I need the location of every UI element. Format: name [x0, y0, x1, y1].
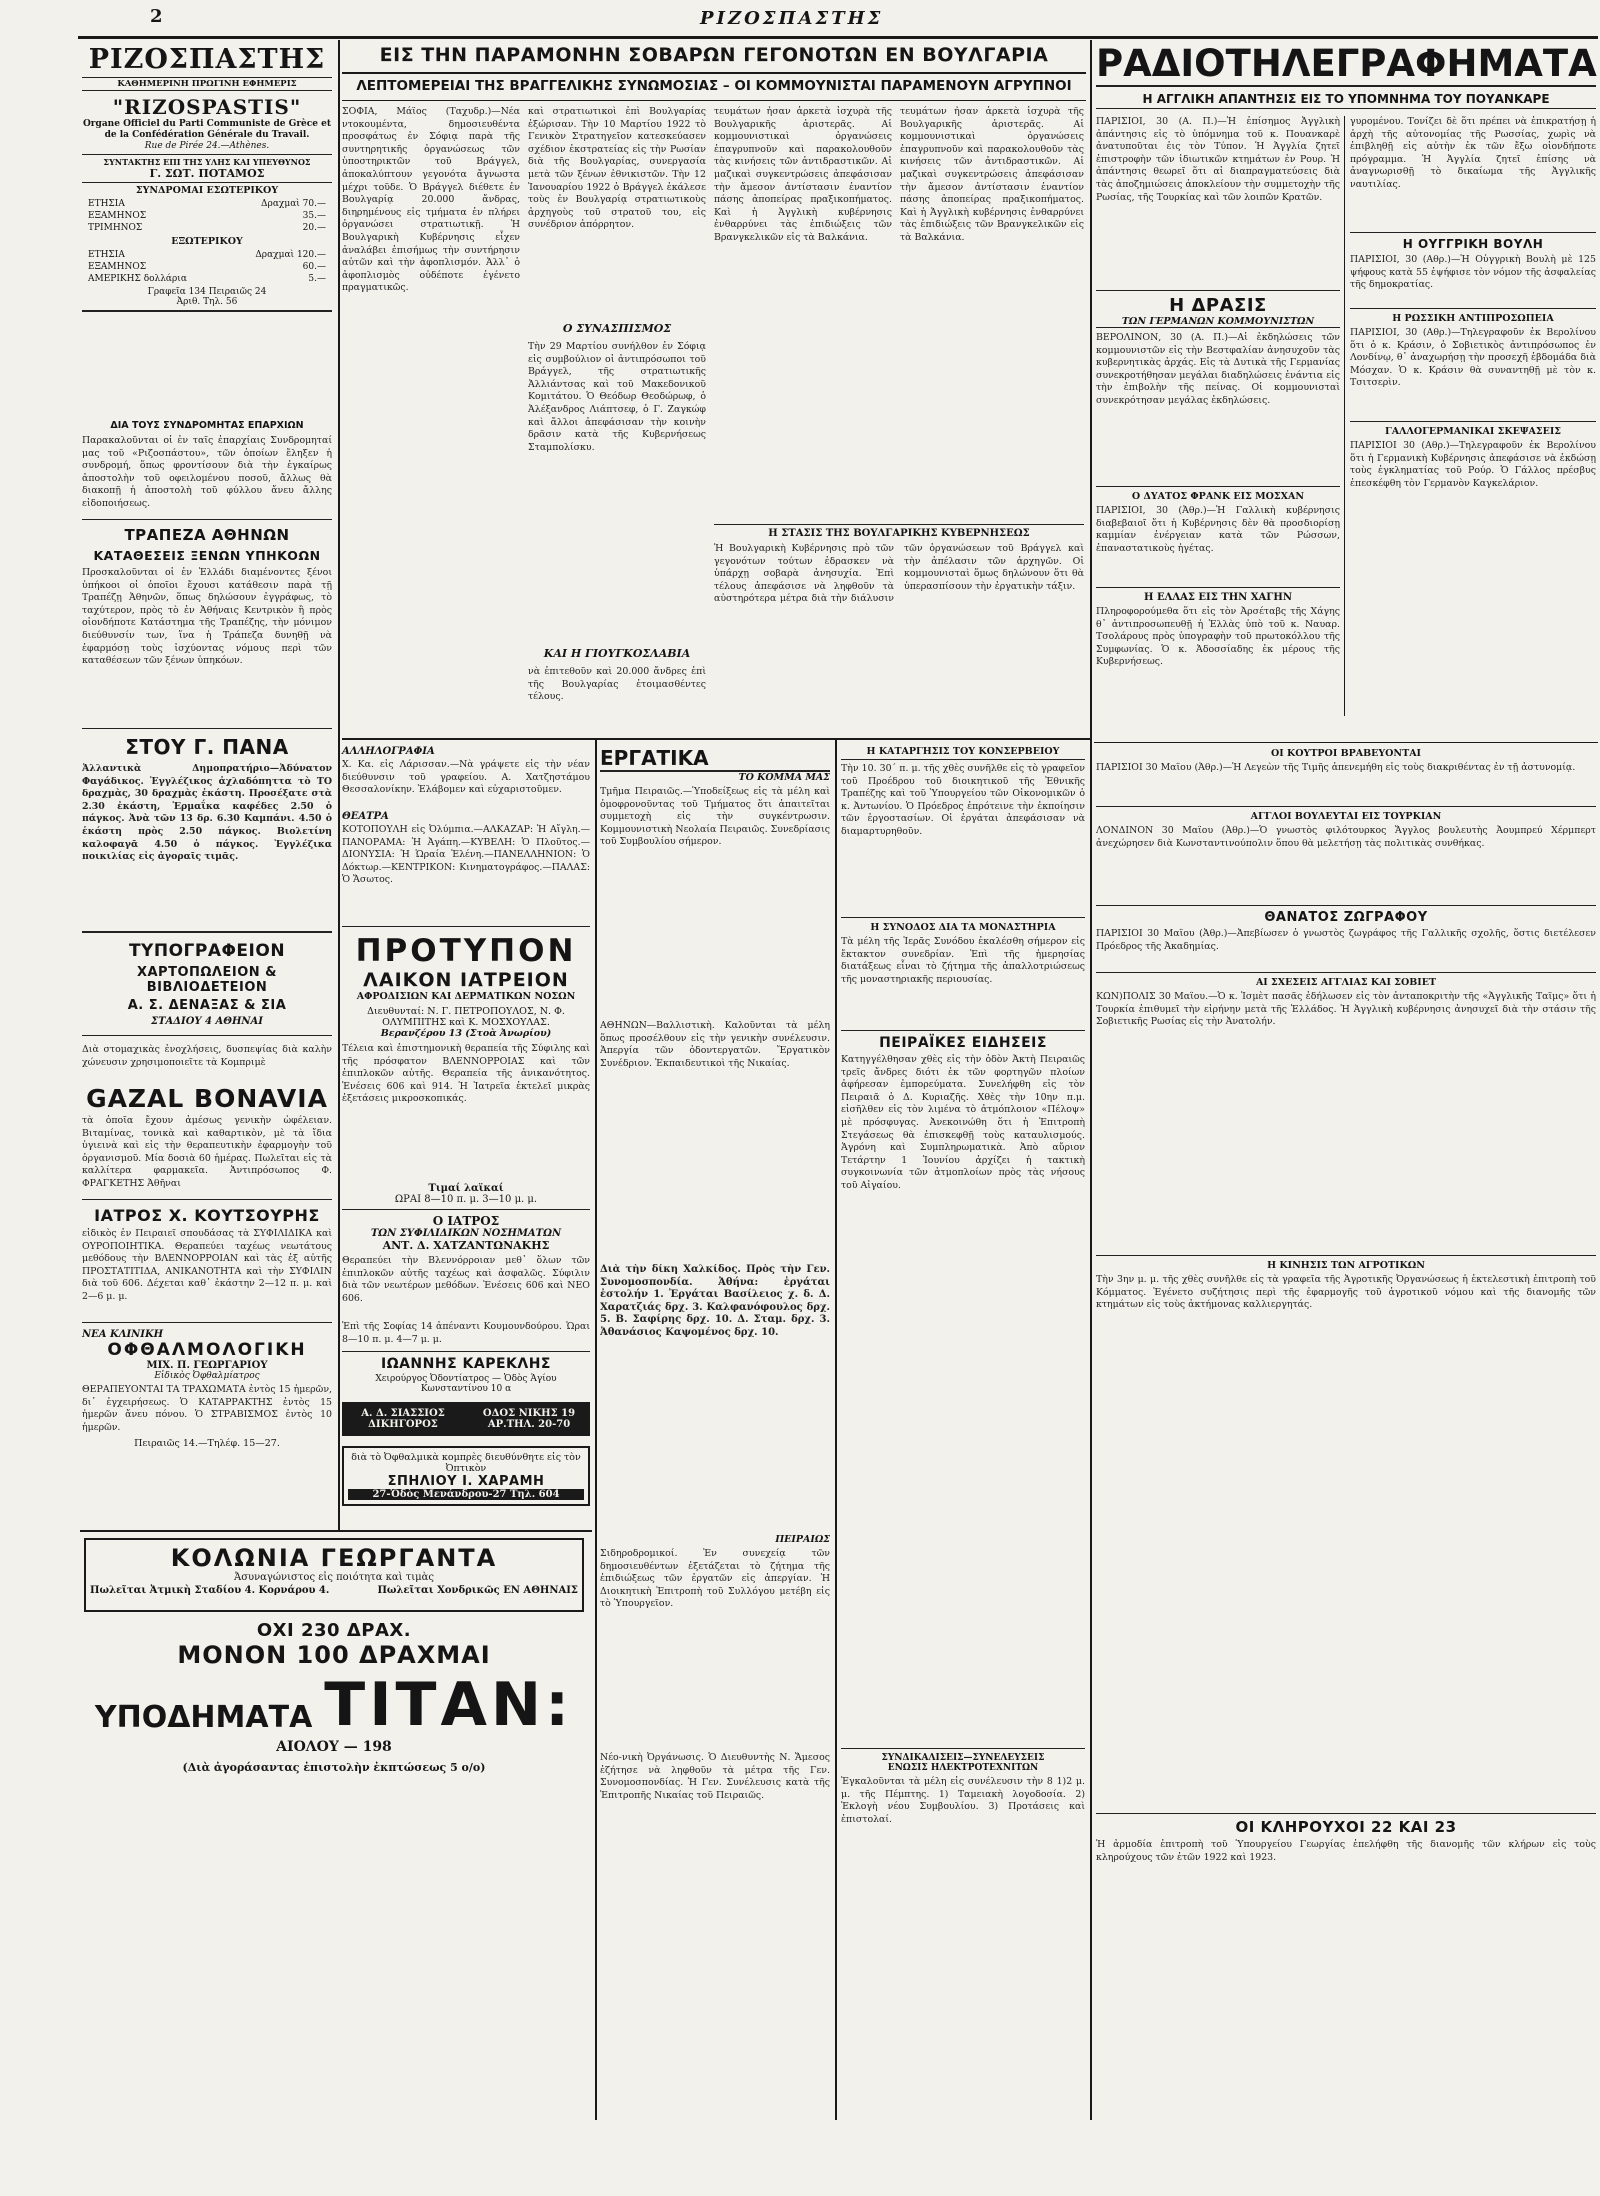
ergatika-column: [600, 746, 830, 1872]
titan-brand: ΤΙΤΑΝ:: [324, 1670, 574, 1740]
doctor-text: εἰδικὸς ἐν Πειραιεῖ σπουδάσας τὰ ΣΥΦΙΛΙΔΙΚΑ καὶ ΟΥΡΟΠΟΙΗΤΙΚΑ. Θεραπεύει ταχέως νεωτάτους μεθόδους τὴν ΒΛΕΝΝΟΡΡΟΙΑΝ καὶ τὰς ἐξ αὐτῆς ΠΡΟΣΤΑΤΙΤΙΔΑ, ΑΝΙΚΑΝΟΤΗΤΑ καὶ τὴν ΣΥΦΙΛΙΝ διὰ τοῦ 606. Δέχεται καθ᾽ ἑκάστην 2—12 π. μ. καὶ 2—6 μ. μ.: [82, 1228, 332, 1302]
col-divider-2: [1090, 40, 1092, 2120]
karekli-text: Χειρούργος Ὀδοντίατρος — Ὁδὸς Ἁγίου Κωνσταντίνου 10 α: [375, 1374, 557, 1394]
lawyer-address: ΟΔΟΣ ΝΙΚΗΣ 19 ΑΡ.ΤΗΛ. 20-70: [482, 1408, 576, 1430]
peir-title: ΠΕΙΡΑΪΚΕΣ ΕΙΔΗΣΕΙΣ: [879, 1035, 1047, 1051]
iatros-address: Ἐπὶ τῆς Σοφίας 14 ἀπέναντι Κουμουνδούρου. Ὧραι 8—10 π. μ. 4—7 μ. μ.: [342, 1321, 590, 1345]
lawyer-name: Α. Δ. ΣΙΑΣΣΙΟΣ ΔΙΚΗΓΟΡΟΣ: [361, 1408, 445, 1430]
bulgaria-col-3-text: τευμάτων ἦσαν ἀρκετὰ ἰσχυρὰ τῆς Βουλγαρικῆς ἀριστερᾶς. Αἱ κομμουνιστικαὶ ὀργανώσεις ἐπαγρυπνοῦν καὶ παρακολουθοῦν τὰς κινήσεις τῶν ἀντιδραστικῶν. Αἱ μαζικαὶ συγκεντρώσεις ἀπεφάσισαν τὴν ἄμεσον ἀντίστασιν ἐναντίον πάσης ἀποπείρας πραξικοπήματος. Καὶ ἡ Ἀγγλικὴ κυβέρνησις ἐνθαρρύνει τὰς ἐπιδιώξεις τῶν Βρανγκελικῶν εἰς τὰ Βαλκάνια.: [714, 106, 892, 243]
coalition-title: Ο ΣΥΝΑΣΠΙΣΜΟΣ: [562, 322, 672, 335]
ergatika-text-1: Τμῆμα Πειραιῶς.—Ὑποδείξεως εἰς τὰ μέλη καὶ ὁμοφρονοῦντας τοῦ Τμήματος ὅτι ἀπαιτεῖται συμμετοχὴ εἰς τὴν συγκέντρωσιν. Κομμουνιστικὴ Νεολαία Πειραιῶς. Συνεδρίασις τοῦ Συμβουλίου σήμερον.: [600, 786, 830, 848]
subscription-label: ΕΞΑΜΗΝΟΣ: [88, 211, 147, 221]
hague-title: Η ΕΛΛΑΣ ΕΙΣ ΤΗΝ ΧΑΓΗΝ: [1144, 592, 1292, 603]
col-divider-3: [595, 740, 597, 2120]
subscription-row: [88, 222, 326, 234]
elec-text: Ἐγκαλοῦνται τὰ μέλη εἰς συνέλευσιν τὴν 8 1)2 μ. μ. τῆς Πέμπτης. 1) Ταμειακὴ λογοδοσία. 2) Ἐκλογὴ νέου Συμβουλίου. 3) Προτάσεις καὶ ἐπιστολαί.: [841, 1776, 1085, 1825]
radio-col2-text: γυρομένου. Τονίζει δὲ ὅτι πρέπει νὰ ἐπικρατήσῃ ἡ ἀρχὴ τῆς αὐτονομίας τῆς Ρωσσίας, χωρὶς νὰ ἐπιβληθῇ εἰς αὐτὴν ἐκ τῶν ἔξω οἱονδήποτε πρόγραμμα. Ἡ Ἀγγλία ζητεῖ ἐπίσης νὰ ἀναγνωρισθῇ τὸ δικαίωμα τῆς Ἀγγλικῆς ναυτιλίας.: [1350, 116, 1596, 190]
subscription-label: ΕΤΗΣΙΑ: [88, 199, 125, 209]
subscription-value: Δραχμαὶ 120.—: [255, 250, 326, 260]
gazal-title: GAZAL BONAVIA: [86, 1084, 328, 1113]
theatre-title: ΘΕΑΤΡΑ: [342, 811, 389, 822]
death-title: ΘΑΝΑΤΟΣ ΖΩΓΡΑΦΟΥ: [1264, 910, 1428, 925]
bulgaria-headline: ΕΙΣ ΤΗΝ ΠΑΡΑΜΟΝΗΝ ΣΟΒΑΡΩΝ ΓΕΓΟΝΟΤΩΝ ΕΝ ΒΟΥΛΓΑΡΙΑ: [379, 44, 1049, 66]
iatros-sub: ΤΩΝ ΣΥΦΙΛΙΔΙΚΩΝ ΝΟΣΗΜΑΤΩΝ: [370, 1228, 562, 1239]
elec-title: ΣΥΝΔΙΚΑΛΙΣΕΙΣ—ΣΥΝΕΛΕΥΣΕΙΣ: [881, 1753, 1045, 1763]
theatre-text: ΚΟΤΟΠΟΥΛΗ εἰς Ὀλύμπια.—ΑΛΚΑΖΑΡ: Ἡ Αἴγλη.—ΠΑΝΟΡΑΜΑ: Ἡ Ἀγάπη.—ΚΥΒΕΛΗ: Ὁ Πλοῦτος.—ΔΙΟΝΥΣΙΑ: Ἡ Ὡραία Ἑλένη.—ΠΑΝΕΛΛΗΝΙΟΝ: Ὁ Δόκτωρ.—ΚΕΝΤΡΙΚΟΝ: Κινηματογράφος.—ΠΑΛΑΣ: Ὁ Ἄσωτος.: [342, 824, 590, 886]
subscription-value: 20.—: [302, 223, 326, 233]
protypon-title: ΠΡΟΤΥΠΟΝ: [355, 933, 577, 969]
subscription-row: [88, 210, 326, 222]
subscription-value: 60.—: [302, 262, 326, 272]
bulgarian-govt-title: Η ΣΤΑΣΙΣ ΤΗΣ ΒΟΥΛΓΑΡΙΚΗΣ ΚΥΒΕΡΝΗΣΕΩΣ: [714, 524, 1084, 539]
russ-text: ΠΑΡΙΣΙΟΙ, 30 (Αθρ.)—Τηλεγραφοῦν ἐκ Βερολίνου ὅτι ὁ κ. Κράσιν, ὁ Σοβιετικὸς ἀντιπρόσωπος ἐν Λονδίνῳ, θ᾽ ἀναχωρήσῃ τὴν προσεχῆ ἑβδομάδα διὰ Μόσχαν. Ὁ κ. Κράσιν θὰ συναντηθῇ μὲ τὸν κ. Τσιτσερὶν.: [1350, 327, 1596, 389]
karekli-name: ΙΩΑΝΝΗΣ ΚΑΡΕΚΛΗΣ: [380, 1356, 551, 1372]
gazal-text: τὰ ὁποῖα ἔχουν ἀμέσως γενικὴν ὠφέλειαν. Βιταμίνας, τονικὰ καὶ καθαρτικὸν, μὲ τὰ ἴδια ὑγιεινὰ καὶ εἰς τὴν θεραπευτικὴν ἐφαρμογὴν τοῦ ὀργανισμοῦ. Μία δοσιὰ 60 ἡμέρας. Πωλεῖται εἰς τὰ καλλίτερα φαρμακεῖα. Ἀντιπρόσωπος Φ. ΦΡΑΓΚΕΤΗΣ Ἀθῆναι: [82, 1115, 332, 1189]
bulgarian-govt-section: [714, 524, 1084, 723]
bank-subtitle: ΚΑΤΑΘΕΣΕΙΣ ΞΕΝΩΝ ΥΠΗΚΟΩΝ: [93, 548, 321, 563]
clinic-specialty: Εἰδικὸς Ὀφθαλμίατρος: [154, 1371, 260, 1381]
printshop-address: ΣΤΑΔΙΟΥ 4 ΑΘΗΝΑΙ: [151, 1016, 263, 1027]
yugoslavia-title: ΚΑΙ Η ΓΙΟΥΓΚΟΣΛΑΒΙΑ: [543, 647, 691, 660]
frank-title: Ο ΔΥΑΤΟΣ ΦΡΑΝΚ ΕΙΣ ΜΟΣΧΑΝ: [1131, 491, 1305, 502]
office-address: Γραφεῖα 134 Πειραιῶς 24: [147, 287, 267, 297]
col-divider-4: [835, 740, 837, 2120]
page-number: 2: [150, 6, 163, 27]
masthead-subtitle: ΚΑΘΗΜΕΡΙΝΗ ΠΡΩΓΙΝΗ ΕΦΗΜΕΡΙΣ: [82, 77, 332, 91]
bulgaria-col-1: ΣΟΦΙΑ, Μάϊος (Ταχυδρ.)—Νέα ντοκουμέντα, δημοσιευθέντα προσφάτως ἐν Σόφιᾳ παρὰ τῆς συντηρητικῆς ὀργανώσεως τῶν ὑποστηρικτῶν τοῦ Βράγγελ, ἀποκαλύπτουν γεγονότα ἄγνωστα μέχρι τοῦδε. Ὁ Βράγγελ διέθετε ἐν Βουλγαρίᾳ 20.000 ἄνδρας, διηρημένους εἰς τμήματα ἐν πλήρει ὀργανώσει στρατιωτικῇ. Ἡ Βουλγαρικὴ Κυβέρνησις εἶχεν ἀναλάβει ἐπισήμως τὴν συντήρησιν αὐτῶν καὶ τὴν ἀφοπλισμόν. Ἀλλ᾽ ὁ ἀφοπλισμὸς οὐδέποτε ἐγένετο πραγματικῶς.: [342, 106, 520, 294]
ergatika-text-4: Σιδηροδρομικοί. Ἐν συνεχείᾳ τῶν δημοσιευθέντων ἐξετάζεται τὸ ζήτημα τῆς ἐπιδιώξεως τῶν ἐργατῶν εἰς ἀπεργίαν. Ἡ Διοικητικὴ Ἐπιτροπὴ τοῦ Συλλόγου μετέβη εἰς τὸ Ὑπουργεῖον.: [600, 1548, 830, 1610]
subscription-row: [88, 261, 326, 273]
ergatika-text-5: Νέο-νικὴ Ὀργάνωσις. Ὁ Διευθυντὴς Ν. Ἄμεσος ἐζήτησε νὰ ληφθοῦν τὰ μέτρα τῆς Γεν. Συνομοσπονδίας. Ἡ Γεν. Συνέλευσις κατὰ τῆς Ἐπιτροπῆς Νικαίας τοῦ Πειραιῶς.: [600, 1752, 830, 1801]
kout-text: ΠΑΡΙΣΙΟΙ 30 Μαΐου (Ἀθρ.)—Ἡ Λεγεὼν τῆς Τιμῆς ἀπενεμήθη εἰς τοὺς διακριθέντας ἐν τῇ ἀστυνομίᾳ.: [1096, 762, 1576, 773]
header-rule: [78, 36, 1598, 39]
hague-text: Πληροφορούμεθα ὅτι εἰς τὸν Ἀρσέταβς τῆς Χάγης θ᾽ ἀντιπροσωπευθῇ ἡ Ἑλλὰς ὑπὸ τοῦ κ. Ναυαρ. Τσολάρους πρὸς ὑπογραφὴν τοῦ πρωτοκόλλου τῆς Συμφωνίας. Ὁ κ. Ἀδοσσίαδης ἐκ μέρους τῆς Κυβερνήσεως.: [1096, 606, 1340, 668]
bank-title: ΤΡΑΠΕΖΑ ΑΘΗΝΩΝ: [124, 526, 290, 544]
masthead-latin-desc: Organe Officiel du Parti Communiste de Grèce et de la Confédération Générale du Travail.: [82, 119, 332, 140]
konserv-text: Τὴν 10. 30΄ π. μ. τῆς χθὲς συνῆλθε εἰς τὸ γραφεῖον τοῦ Προέδρου τοῦ διοικητικοῦ τῆς Ἐθνικῆς Τραπέζης καὶ τοῦ Ὑπουργείου τῶν Οἰκονομικῶν ὁ κ. Ἀντωνίου. Ὁ Πρόεδρος ἐπρότεινε τὴν ἐκποίησιν τῶν ἐργοστασίων. Οἱ ἐργάται ἀπεφάσισαν νὰ διαμαρτυρηθοῦν.: [841, 763, 1085, 837]
eng-title: ΑΓΓΛΟΙ ΒΟΥΛΕΥΤΑΙ ΕΙΣ ΤΟΥΡΚΙΑΝ: [1250, 811, 1442, 822]
drasis-title: Η ΔΡΑΣΙΣ: [1169, 295, 1267, 316]
bulgaria-col-2: [528, 106, 706, 706]
subs-outer-list: [82, 249, 332, 285]
subs-title: ΣΥΝΔΡΟΜΑΙ ΕΣΩΤΕΡΙΚΟΥ: [135, 185, 279, 196]
bulgarian-govt-text: Ἡ Βουλγαρικὴ Κυβέρνησις πρὸ τῶν γεγονότων τούτων ἐδρασκεν νὰ ὑπάρχῃ σοβαρὰ ἀνησυχία. Ἐπὶ τέλους ἀπεφάσισε νὰ ληφθοῦν τὰ αὐστηρότερα μέτρα διὰ τὴν διάλυσιν τῶν ὀργανώσεων τοῦ Βράγγελ καὶ τὴν ἀπέλασιν τῶν ἀρχηγῶν. Οἱ κομμουνισταὶ ὅμως δηλώνουν ὅτι θὰ ὑπερασπίσουν τὴν ἐργατικὴν τάξιν.: [714, 543, 1084, 605]
klir-title: ΟΙ ΚΛΗΡΟΥΧΟΙ 22 ΚΑΙ 23: [1235, 1818, 1457, 1836]
eng-text: ΛΟΝΔΙΝΟΝ 30 Μαΐου (Ἀθρ.)—Ὁ γνωστὸς φιλότουρκος Ἄγγλος βουλευτὴς Ἀουμπρεύ Χέρμπερτ ἀνεχώρησεν διὰ Κωνσταντινούπολιν ὅπου θὰ μελετήσῃ τὰς πολιτικὰς συνθήκας.: [1096, 825, 1596, 849]
kout-title: ΟΙ ΚΟΥΤΡΟΙ ΒΡΑΒΕΥΟΝΤΑΙ: [1270, 748, 1422, 759]
protypon-hours: ΩΡΑΙ 8—10 π. μ. 3—10 μ. μ.: [394, 1194, 538, 1205]
notes-title: ΑΛΛΗΛΟΓΡΑΦΙΑ: [342, 746, 435, 757]
bulgaria-col-4-text: τευμάτων ἦσαν ἀρκετὰ ἰσχυρὰ τῆς Βουλγαρικῆς ἀριστερᾶς. Αἱ κομμουνιστικαὶ ὀργανώσεις ἐπαγρυπνοῦν καὶ παρακολουθοῦν τὰς κινήσεις τῶν ἀντιδραστικῶν. Αἱ μαζικαὶ συγκεντρώσεις ἀπεφάσισαν τὴν ἄμεσον ἀντίστασιν ἐναντίον πάσης ἀποπείρας πραξικοπήματος. Καὶ ἡ Ἀγγλικὴ κυβέρνησις ἐνθαρρύνει τὰς ἐπιδιώξεις τῶν Βρανγκελικῶν εἰς τὰ Βαλκάνια.: [900, 106, 1084, 243]
titan-address: ΑΙΟΛΟΥ — 198: [276, 1739, 392, 1755]
konserv-title: Η ΚΑΤΑΡΓΗΣΙΣ ΤΟΥ ΚΟΝΣΕΡΒΕΙΟΥ: [841, 746, 1085, 760]
bank-text: Προσκαλοῦνται οἱ ἐν Ἑλλάδι διαμένοντες ξένοι ὑπήκοοι οἱ ὁποῖοι ἔχουσι κατάθεσιν παρὰ τῇ Τραπέζῃ Ἀθηνῶν, ὅπως δηλώσουν ἐγγράφως, τὸ ταχύτερον, πρὸς τὸ ἐν Ἀθήναις Κεντρικὸν ἢ πρὸς οἱονδήποτε Κατάστημα τῆς Τραπέζης, τὴν μόνιμον διεύθυνσίν των, ἵνα ἡ Τράπεζα δυνηθῇ νὰ ἐφαρμόσῃ τοὺς ἰσχύοντας νόμους περὶ τῶν καταθέσεων τῶν ξένων ὑπηκόων.: [82, 567, 332, 667]
ophth-ad: [342, 1446, 590, 1506]
ergatika-sub: ΤΟ ΚΟΜΜΑ ΜΑΣ: [738, 772, 830, 783]
iatros-title: Ο ΙΑΤΡΟΣ: [432, 1214, 500, 1228]
kolonia-ad: [84, 1538, 584, 1612]
coalition-text: Τὴν 29 Μαρτίου συνήλθον ἐν Σόφιᾳ εἰς συμβούλιον οἱ ἀντιπρόσωποι τοῦ Βράγγελ, τῆς στρατιωτικῆς Ἀλλιάντσας καὶ τοῦ Μακεδονικοῦ Κομιτάτου. Ὁ Θεόδωρ Θεοδώρωφ, ὁ Ἀλέξανδρος Λιάπτσεφ, ὁ Γ. Ζαγκώφ καὶ ἄλλοι ἀπεφάσισαν τὴν κοινὴν δρᾶσιν κατὰ τῆς Κυβερνήσεως Σταμπολίσκυ.: [528, 341, 706, 453]
fgr-title: ΓΑΛΛΟΓΕΡΜΑΝΙΚΑΙ ΣΚΕΨΑΣΕΙΣ: [1384, 426, 1562, 437]
subscription-label: ΕΤΗΣΙΑ: [88, 250, 125, 260]
printshop-name: Α. Σ. ΔΕΝΑΞΑΣ & ΣΙΑ: [127, 998, 287, 1013]
synodos-title: Η ΣΥΝΟΔΟΣ ΔΙΑ ΤΑ ΜΟΝΑΣΤΗΡΙΑ: [870, 922, 1056, 933]
fgr-text: ΠΑΡΙΣΙΟΙ 30 (Αθρ.)—Τηλεγραφοῦν ἐκ Βερολίνου ὅτι ἡ Γερμανικὴ Κυβέρνησις ἀπεφάσισε νὰ ἐκδώσῃ τοὺς ἐγκληματίας τοῦ Ρούρ. Ὁ Γάλλος πρέσβυς ἐπεσκέφθη τὸν Γερμανὸν Καγκελάριον.: [1350, 440, 1596, 489]
clinic-text: ΘΕΡΑΠΕΥΟΝΤΑΙ ΤΑ ΤΡΑΧΩΜΑΤΑ ἐντὸς 15 ἡμερῶν, δι᾽ ἐγχειρήσεως. Ὁ ΚΑΤΑΡΡΑΚΤΗΣ ἐντὸς 15 ἡμερῶν ἄνευ πόνου. Ὁ ΣΤΡΑΒΙΣΜΟΣ ἐντὸς 10 ἡμερῶν.: [82, 1384, 332, 1433]
kolonia-sub: Ἀσυναγώνιστος εἰς ποιότητα καὶ τιμὰς: [233, 1572, 435, 1583]
office-phone: Ἀριθ. Τηλ. 56: [176, 297, 238, 307]
hung-title: Η ΟΥΓΓΡΙΚΗ ΒΟΥΛΗ: [1402, 237, 1544, 251]
subscription-label: ΕΞΑΜΗΝΟΣ: [88, 262, 147, 272]
ophth-address: 27-Ὁδὸς Μενάνδρου-27 Τηλ. 604: [348, 1489, 584, 1500]
agr-text: Τὴν 3ην μ. μ. τῆς χθὲς συνῆλθε εἰς τὰ γραφεῖα τῆς Ἀγροτικῆς Ὀργανώσεως ἡ ἐκτελεστικὴ ἐπιτροπὴ τοῦ Κόμματος. Ἐγένετο συζήτησις περὶ τῆς ἐφαρμογῆς τοῦ ἀγροτικοῦ νόμου καὶ τῆς διανομῆς τῶν κτημάτων εἰς τοὺς ἀκτήμονας καλλιεργητάς.: [1096, 1274, 1596, 1311]
subscription-value: 5.—: [308, 274, 326, 284]
protypon-address: Βερανζέρου 13 (Στοὰ Ἀνωρίου): [380, 1028, 552, 1039]
hung-text: ΠΑΡΙΣΙΟΙ, 30 (Αθρ.)—Ἡ Οὐγγρικὴ Βουλὴ μὲ 125 ψήφους κατὰ 55 ἐψήφισε τὸν νόμον τῆς ἀσφαλείας τῆς δημοκρατίας.: [1350, 254, 1596, 291]
masthead-latin-address: Rue de Pirée 24.—Athènes.: [144, 141, 270, 151]
gazal-intro: Διὰ στομαχικὰς ἐνοχλήσεις, δυσπεψίας διὰ καλὴν χώνευσιν χρησιμοποιεῖτε τὰ Κομπριμὲ: [82, 1044, 332, 1068]
protypon-fees: Τιμαί λαϊκαί: [428, 1183, 504, 1194]
protypon-text: Τέλεια καὶ ἐπιστημονικὴ θεραπεία τῆς Σύφιλης καὶ τῆς πρόσφατον ΒΛΕΝΝΟΡΡΟΙΑΣ καὶ τῶν ἐπιπλοκῶν αὐτῆς. Θεραπεία τῆς ἀνικανότητος. Ἐνέσεις 606 καὶ 914. Ἡ Ἰατρεῖα ἐκτελεῖ μικρὰς ἐξετάσεις μικροσκοπικάς.: [342, 1043, 590, 1105]
notice-text: Παρακαλοῦνται οἱ ἐν ταῖς ἐπαρχίαις Συνδρομηταί μας τοῦ «Ριζοσπάστου», τῶν ὁποίων ἔληξεν ἡ συνδρομή, ὅπως φροντίσουν διὰ τὴν ἐγκαίρως ἀποστολὴν τοῦ οφειλομένου ποσοῦ, ἄλλως θὰ διακοπῇ ἡ ἀποστολὴ τοῦ φύλλου ἄνευ ἄλλης εἰδοποιήσεως.: [82, 435, 332, 509]
subscription-label: ΑΜΕΡΙΚΗΣ δολλάρια: [88, 274, 187, 284]
clinic-label: ΝΕΑ ΚΛΙΝΙΚΗ: [82, 1329, 164, 1340]
editor-label: ΣΥΝΤΑΚΤΗΣ ΕΠΙ ΤΗΣ ΥΛΗΣ ΚΑΙ ΥΠΕΥΘΥΝΟΣ: [103, 157, 311, 167]
titan-label: ΥΠΟΔΗΜΑΤΑ: [94, 1700, 313, 1735]
subscription-row: [88, 198, 326, 210]
titan-line-1: ΟΧΙ 230 ΔΡΑΧ.: [256, 1620, 412, 1641]
protypon-sub2: ΑΦΡΟΔΙΣΙΩΝ ΚΑΙ ΔΕΡΜΑΤΙΚΩΝ ΝΟΣΩΝ: [356, 991, 576, 1002]
synodos-text: Τὰ μέλη τῆς Ἱερᾶς Συνόδου ἐκαλέσθη σήμερον εἰς ἔκτακτον συνεδρίαν. Ἐπὶ τῆς ἡμερησίας διατάξεως εἶναι τὸ ζήτημα τῆς ἀπαλλοτριώσεως τῆς μοναστηριακῆς περιουσίας.: [841, 936, 1085, 985]
radio-lower: [1096, 748, 1596, 1909]
radio-col-right: [1350, 116, 1596, 532]
pan-text: Ἀλλαντικὰ Δημοπρατήριο—Ἀδύνατον Φαγάδικος. Ἐγγλέζικος ἀχλαδόπηττα τὸ ΤΟ δραχμὰς, 30 δραχμὰς ἑκάστη. Προσέξατε στὰ 2.30 ἐκάστη, Ἑρμαΐκα καφέδες 2.50 ὁ πάγκος. Ἀνὰ τῶν 13 δρ. 6.30 Καμπάνι. 4.50 ὁ ἑκάστη πρὸς 2.50 πάγκος. Βιολετίνη καλοφαγᾶ 4.50 ὁ πάγκος. Ἐγγλέζικα ποικιλίας εἰς ἀγοραῖς τιμᾶς.: [82, 763, 332, 863]
ophth-name: ΣΠΗΛΙΟΥ Ι. ΧΑΡΑΜΗ: [387, 1474, 545, 1489]
masthead: [82, 44, 332, 312]
kolonia-title: ΚΟΛΩΝΙΑ ΓΕΩΡΓΑΝΤΑ: [170, 1544, 498, 1572]
russ-title: Η ΡΩΣΣΙΚΗ ΑΝΤΙΠΡΟΣΩΠΕΙΑ: [1392, 313, 1554, 324]
bulgaria-col-3: [714, 106, 892, 516]
protypon-staff: Διευθυνταί: Ν. Γ. ΠΕΤΡΟΠΟΥΛΟΣ, Ν. Φ. ΟΛΥΜΠΙΤΗΣ καὶ Κ. ΜΟΣΧΟΥΛΑΣ.: [367, 1006, 565, 1028]
subscription-value: Δραχμαὶ 70.—: [261, 199, 326, 209]
kolonia-left: Πωλεῖται Ἀτμικὴ Σταδίου 4. Κορνάρου 4.: [90, 1585, 330, 1596]
agr-title: Η ΚΙΝΗΣΙΣ ΤΩΝ ΑΓΡΟΤΙΚΩΝ: [1267, 1260, 1425, 1271]
masthead-latin-title: "RIZOSPASTIS": [112, 95, 302, 119]
left-column: [82, 420, 332, 1449]
ergatika-pireas: ΠΕΙΡΑΙΩΣ: [775, 1534, 830, 1545]
notes-text: Χ. Κα. εἰς Λάρισσαν.—Νὰ γράψετε εἰς τὴν νέαν διεύθυνσιν τοῦ γραφείου. Α. Χατζηστάμου Θεσσαλονίκην. Ἐλάβομεν καὶ εὐχαριστοῦμεν.: [342, 759, 590, 796]
subscription-value: 35.—: [302, 211, 326, 221]
radio-col1-text: ΠΑΡΙΣΙΟΙ, 30 (Α. Π.)—Ἡ ἐπίσημος Ἀγγλικὴ ἀπάντησις εἰς τὸ ὑπόμνημα τοῦ κ. Πουανκαρὲ ἀνατυποῦται ἐις τὸν Τύπον. Ἡ Ἀγγλία ζητεῖ ἐπιστροφὴν τῶν ἰδιωτικῶν κτημάτων ἐν Ρουρ. Ἡ ἀπάντησις θεωρεῖ ὅτι αἱ διαπραγματεύσεις διὰ τὰς ἀποζημιώσεις ἀποκλείουν τὴν συμμετοχὴν τῆς Ρωσίας, τῆς Τουρκίας καὶ τῶν λοιπῶν Κρατῶν.: [1096, 116, 1340, 203]
subscription-label: ΤΡΙΜΗΝΟΣ: [88, 223, 143, 233]
masthead-title: ΡΙΖΟΣΠΑΣΤΗΣ: [88, 44, 326, 75]
clinic-address: Πειραιῶς 14.—Τηλέφ. 15—27.: [134, 1438, 280, 1449]
lawyer-ad: [342, 1402, 590, 1436]
radio-col-left: [1096, 116, 1340, 694]
titan-footnote: (Διὰ ἀγοράσαντας ἐπιστολὴν ἐκπτώσεως 5 ο/ο): [182, 1761, 486, 1774]
drasis-text: ΒΕΡΟΛΙΝΟΝ, 30 (Α. Π.)—Αἱ ἐκδηλώσεις τῶν κομμουνιστῶν εἰς τὴν Βεστφαλίαν ἀνησυχοῦν τὰς κυβερνητικὰς ἀρχάς. Εἰς τὰ Δυτικὰ τῆς Γερμανίας συνεκροτήθησαν μεγάλαι διαδηλώσεις ἐνάντια εἰς τὴν ἐπιβολὴν τῆς πείνας. Οἱ κομμουνισταὶ συνεκρότησαν μεγάλας ἐκδηλώσεις.: [1096, 332, 1340, 406]
radio-headline: ΡΑΔΙΟΤΗΛΕΓΡΑΦΗΜΑΤΑ: [1096, 42, 1597, 85]
center-column: [342, 746, 590, 1506]
clinic-title: ΟΦΘΑΛΜΟΛΟΓΙΚΗ: [107, 1340, 307, 1360]
subs-outer-title: ΕΞΩΤΕΡΙΚΟΥ: [171, 236, 243, 247]
peir-text: Κατηγγέλθησαν χθὲς εἰς τὴν ὁδὸν Ἀκτὴ Πειραιῶς τρεῖς ἄνδρες διότι ἐκ τῶν φορτηγῶν πλοίων ἀφήρεσαν ἐμπορεύματα. Συνελήφθη εἰς τὸν Πειραιᾶ ὁ Δ. Κυριαζῆς. Χθὲς τὴν 10ην π.μ. εἰσῆλθεν εἰς τὸν λιμένα τὸ ἀτμόπλοιον «Πέλοψ» μὲ πρόσφυγας. Ἀνεκοινώθη ὅτι ἡ Ἐπιτροπὴ Στεγάσεως θὰ ἐπισκεφθῇ τοὺς καταυλισμούς. Ἁγρόνη καὶ Συμπληρωματικὰ. Ἀπὸ αὔριον Τετάρτην 1 Ἰουνίου ἀρχίζει ἡ τακτικὴ συγκοινωνία τῶν ἀτμοπλοίων πρὸς τὰς νήσους τοῦ Αἰγαίου.: [841, 1054, 1085, 1191]
ergatika-title: ΕΡΓΑΤΙΚΑ: [600, 746, 830, 772]
ergatika-text-3: Διὰ τὴν δίκη Χαλκίδος. Πρὸς τὴν Γεν. Συνομοσπονδία. Ἀθήνα: ἐργάται ἐστολήν 1. Ἐργάται Βασίλειος χ. δ. Δ. Χαρατζιάς δρχ. 3. Καλφανόφουλος δρχ. 5. Β. Σαφίρης δρχ. 10. Δ. Σταμ. δρχ. 3. Ἀθανάσιος Καψομένος δρχ. 10.: [600, 1264, 830, 1338]
col-divider-1: [338, 40, 340, 1530]
subscription-row: [88, 249, 326, 261]
printshop-sub: ΧΑΡΤΟΠΩΛΕΙΟΝ & ΒΙΒΛΙΟΔΕΤΕΙΟΝ: [136, 965, 278, 995]
ergatika-text-2: ΑΘΗΝΩΝ—Βαλλιστικὴ. Καλοῦνται τὰ μέλη ὅπως προσέλθουν εἰς τὴν γενικὴν συνέλευσιν. Ἀπεργία τῶν ὀδοντεργατῶν. Ἔργατικὸν Συνέδριον. Ἐκπαιδευτικοὶ τῆς Νικαίας.: [600, 1020, 830, 1069]
elec-sub: ΕΝΩΣΙΣ ΗΛΕΚΤΡΟΤΕΧΝΙΤΩΝ: [887, 1763, 1039, 1773]
editor-name: Γ. ΣΩΤ. ΠΟΤΑΜΟΣ: [149, 167, 265, 180]
titan-line-2: ΜΟΝΟΝ 100 ΔΡΑΧΜΑΙ: [177, 1641, 491, 1669]
subs-inner-list: [82, 198, 332, 234]
ophth-text: διὰ τὸ Ὀφθαλμικὰ κομπρὲς διευθύνθητε εἰς τὸν Ὀπτικὸν: [351, 1452, 581, 1474]
kolonia-right: Πωλεῖται Χονδρικῶς ΕΝ ΑΘΗΝΑΙΣ: [377, 1585, 578, 1596]
bulgaria-col-4: [900, 106, 1084, 516]
yugoslavia-text: νὰ ἐπιτεθοῦν καὶ 20.000 ἄνδρες ἐπὶ τῆς Βουλγαρίας ἐτοιμασθέντες τέλους.: [528, 666, 706, 703]
death-text: ΠΑΡΙΣΙΟΙ 30 Μαΐου (Ἀθρ.)—Ἀπεβίωσεν ὁ γνωστὸς ζωγράφος τῆς Γαλλικῆς σχολῆς, ὅστις διετέλεσεν Πρόεδρος τῆς Ἀκαδημίας.: [1096, 928, 1596, 952]
subscription-row: [88, 273, 326, 285]
konserv-column: [841, 746, 1085, 1866]
iatros-text: Θεραπεύει τὴν Βλεννόρροιαν μεθ᾽ ὅλων τῶν ἐπιπλοκῶν αὐτῆς ταχέως καὶ ἀσφαλῶς. Σύφιλιν διὰ τῶν νεωτέρων μεθόδων. Ἐνέσεις 606 καὶ ΝΕΟ 606.: [342, 1255, 590, 1304]
bulgaria-subhead: ΛΕΠΤΟΜΕΡΕΙΑΙ ΤΗΣ ΒΡΑΓΓΕΛΙΚΗΣ ΣΥΝΩΜΟΣΙΑΣ – ΟΙ ΚΟΜΜΟΥΝΙΣΤΑΙ ΠΑΡΑΜΕΝΟΥΝ ΑΓΡΥΠΝΟΙ: [356, 78, 1072, 94]
drasis-sub: ΤΩΝ ΓΕΡΜΑΝΩΝ ΚΟΜΜΟΥΝΙΣΤΩΝ: [1096, 316, 1340, 328]
soviet-text: ΚΩΝ)ΠΟΛΙΣ 30 Μαΐου.—Ὁ κ. Ἰσμὲτ πασᾶς ἐδήλωσεν εἰς τὸν ἀνταποκριτὴν τῆς «Ἀγγλικῆς Ταϊμς» ὅτι ἡ Τουρκία ἐπιθυμεῖ τὴν εἰρήνην μετὰ τῆς Ἑλλάδος. Ἡ Ἀγγλικὴ κυβέρνησις ἀνησυχεῖ διὰ τὴν στάσιν τῆς Σοβιετικῆς Ρωσίας εἰς τὴν Ἀνατολήν.: [1096, 991, 1596, 1028]
running-head: ΡΙΖΟΣΠΑΣΤΗΣ: [700, 8, 884, 29]
iatros-name: ΑΝΤ. Δ. ΧΑΤΖΑΝΤΩΝΑΚΗΣ: [382, 1239, 550, 1252]
bulgaria-col-2-text: καὶ στρατιωτικοὶ ἐπὶ Βουλγαρίας ἐξώρισαν. Τὴν 10 Μαρτίου 1922 τὸ Γενικὸν Στρατηγεῖον κατεσκεύασεν σχέδιον ἐκστρατείας εἰς τὴν Ρωσίαν διὰ τῆς Βουλγαρίας, συνεργασία μετὰ τῶν ξένων ἐθνικιστῶν. Τὴν 12 Ἰανουαρίου 1922 ὁ Βράγγελ ἐκάλεσε τοὺς ἐν Βουλγαρίᾳ στρατιωτικοὺς ἀρχηγοὺς τοῦ στρατοῦ του, εἰς συνέδριον ἀπόρρητον.: [528, 106, 706, 231]
protypon-sub: ΛΑΙΚΟΝ ΙΑΤΡΕΙΟΝ: [363, 969, 569, 991]
notice-title: ΔΙΑ ΤΟΥΣ ΣΥΝΔΡΟΜΗΤΑΣ ΕΠΑΡΧΙΩΝ: [110, 420, 304, 431]
printshop-title: ΤΥΠΟΓΡΑΦΕΙΟΝ: [128, 941, 286, 961]
frank-text: ΠΑΡΙΣΙΟΙ, 30 (Ἀθρ.)—Ἡ Γαλλικὴ κυβέρνησις διαβεβαιοῖ ὅτι ἡ Κυβέρνησις δὲν θὰ προσδιορίσῃ καμμίαν ἐνέργειαν κατὰ τῶν Ρώσσων, ἐπαναστατικοὺς ἡγέτας.: [1096, 505, 1340, 554]
titan-ad: [84, 1620, 584, 1774]
clinic-doctor: ΜΙΧ. Π. ΓΕΩΡΓΑΡΙΟΥ: [146, 1360, 268, 1371]
klir-text: Ἡ ἀρμοδία ἐπιτροπὴ τοῦ Ὑπουργείου Γεωργίας ἐπελήφθη τῆς διανομῆς τῶν κλήρων εἰς τοὺς κληρούχους τῶν ἐτῶν 1922 καὶ 1923.: [1096, 1839, 1596, 1863]
soviet-title: ΑΙ ΣΧΕΣΕΙΣ ΑΓΓΛΙΑΣ ΚΑΙ ΣΟΒΙΕΤ: [1255, 977, 1437, 988]
pan-title: ΣΤΟΥ Γ. ΠΑΝΑ: [125, 735, 289, 759]
radio-subhead: Η ΑΓΓΛΙΚΗ ΑΠΑΝΤΗΣΙΣ ΕΙΣ ΤΟ ΥΠΟΜΝΗΜΑ ΤΟΥ ΠΟΥΑΝΚΑΡΕ: [1096, 92, 1596, 109]
doctor-title: ΙΑΤΡΟΣ Χ. ΚΟΥΤΣΟΥΡΗΣ: [94, 1206, 320, 1225]
